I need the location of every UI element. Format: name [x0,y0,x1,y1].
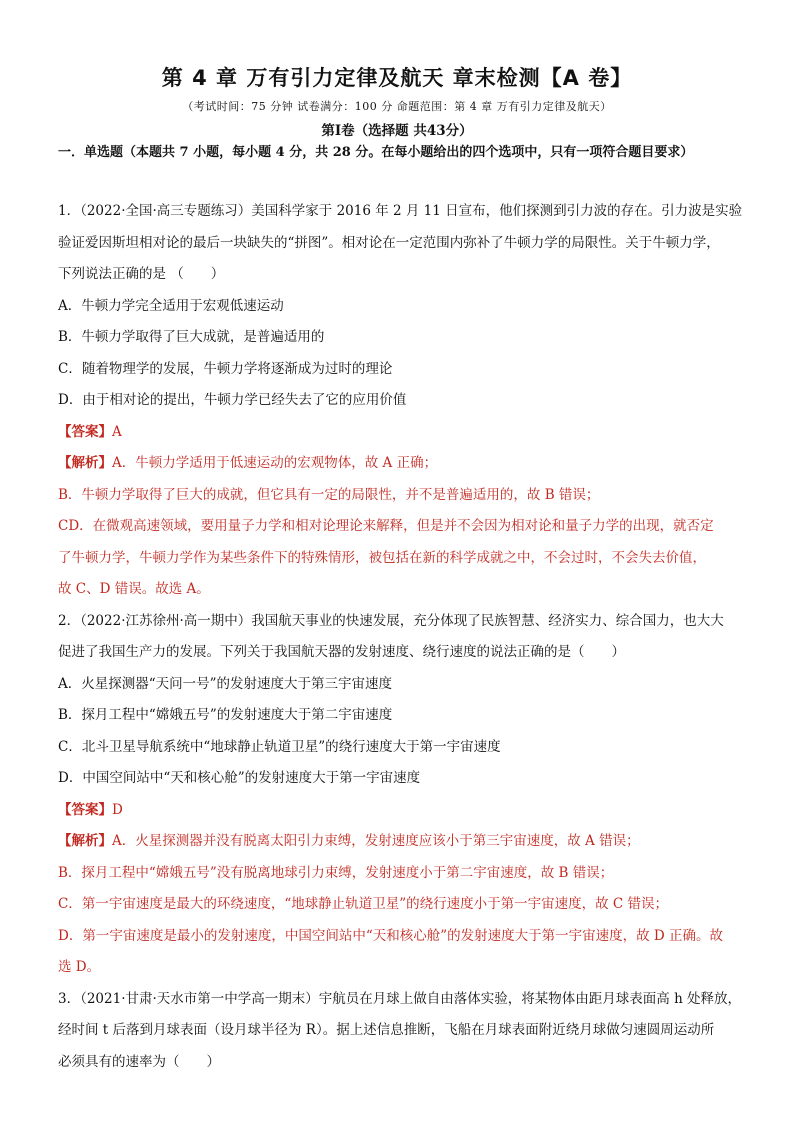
answer-value: D [112,801,123,818]
q1-answer [58,417,748,449]
question-1 [58,196,748,1078]
answer-label: 【答案】 [58,423,112,440]
q2-answer [58,795,748,827]
q2-option-c: C．北斗卫星导航系统中“地球静止轨道卫星”的绕行速度大于第一宇宙速度 [58,738,501,755]
q1-stem-line: 下列说法正确的是 （ ） [58,266,225,282]
q2-stem-line: 促进了我国生产力的发展。下列关于我国航天器的发射速度、绕行速度的说法正确的是（ ） [58,644,625,660]
q1-stem-line: 1．（2022·全国·高三专题练习）美国科学家于 2016 年 2 月 11 日宣布，他们探测到引力波的存在。引力波是实验 [58,203,743,219]
q1-analysis-line: CD．在微观高速领域，要用量子力学和相对论理论来解释，但是并不会因为相对论和量子力学的出现，就否定 [58,518,714,534]
q2-analysis-line [58,826,748,858]
answer-value: A [112,423,122,440]
q2-analysis-line: 选 D。 [58,959,101,975]
q1-stem-line: 验证爱因斯坦相对论的最后一块缺失的“拼图”。相对论在一定范围内弥补了牛顿力学的局限性。关于牛顿力学， [58,234,720,251]
page-title: 第 4 章 万有引力定律及航天 章末检测【A 卷】 [161,66,633,90]
q1-analysis-line [58,448,748,480]
analysis-label: 【解析】 [58,833,112,849]
analysis-label: 【解析】 [58,455,112,471]
q3-stem-line: 经时间 t 后落到月球表面（设月球半径为 R）。据上述信息推断，飞船在月球表面附近绕月球做匀速圆周运动所 [58,1022,715,1038]
q2-stem-line: 2．（2022·江苏徐州·高一期中）我国航天事业的快速发展，充分体现了民族智慧、经济实力、综合国力，也大大 [58,612,724,629]
q2-analysis-line: D．第一宇宙速度是最小的发射速度，中国空间站中“天和核心舱”的发射速度大于第一宇宙速度，故 D 正确。故 [58,927,724,944]
q2-option-a: A．火星探测器“天问一号”的发射速度大于第三宇宙速度 [58,675,393,692]
analysis-text: A．火星探测器并没有脱离太阳引力束缚，发射速度应该小于第三宇宙速度，故 A 错误； [112,833,640,849]
q1-analysis-line: 故 C、D 错误。故选 A。 [58,581,210,597]
q2-option-b: B．探月工程中“嫦娥五号”的发射速度大于第二宇宙速度 [58,707,393,723]
question-group-heading: 一．单选题（本题共 7 小题，每小题 4 分，共 28 分。在每小题给出的四个选项中，只有一项符合题目要求） [58,145,694,160]
q3-stem-line: 必须具有的速率为（ ） [58,1053,220,1070]
q1-option-a: A．牛顿力学完全适用于宏观低速运动 [58,297,284,314]
q1-analysis-line: 了牛顿力学，牛顿力学作为某些条件下的特殊情形，被包括在新的科学成就之中，不会过时，不会失去价值， [58,549,706,566]
q1-analysis-line: B．牛顿力学取得了巨大的成就，但它具有一定的局限性，并不是普遍适用的，故 B 错误； [58,486,600,503]
q3-stem-line: 3．（2021·甘肃·天水市第一中学高一期末）宇航员在月球上做自由落体实验，将某物体由距月球表面高 h 处释放， [58,990,742,1007]
q1-option-d: D．由于相对论的提出，牛顿力学已经失去了它的应用价值 [58,392,407,408]
q2-analysis-line: B．探月工程中“嫦娥五号”没有脱离地球引力束缚，发射速度小于第二宇宙速度，故 B 错误； [58,864,614,881]
answer-label: 【答案】 [58,801,112,818]
analysis-text: A．牛顿力学适用于低速运动的宏观物体，故 A 正确； [112,455,438,471]
exam-info: （考试时间：75 分钟 试卷满分：100 分 命题范围：第 4 章 万有引力定律及航天） [182,100,612,113]
q2-option-d: D．中国空间站中“天和核心舱”的发射速度大于第一宇宙速度 [58,770,421,786]
q1-option-b: B．牛顿力学取得了巨大成就，是普遍适用的 [58,329,325,345]
section-heading: 第Ⅰ卷（选择题 共43分） [321,123,473,139]
q1-option-c: C．随着物理学的发展，牛顿力学将逐渐成为过时的理论 [58,360,393,377]
q2-analysis-line: C．第一宇宙速度是最大的环绕速度，“地球静止轨道卫星”的绕行速度小于第一宇宙速度，故 C 错误； [58,896,669,912]
